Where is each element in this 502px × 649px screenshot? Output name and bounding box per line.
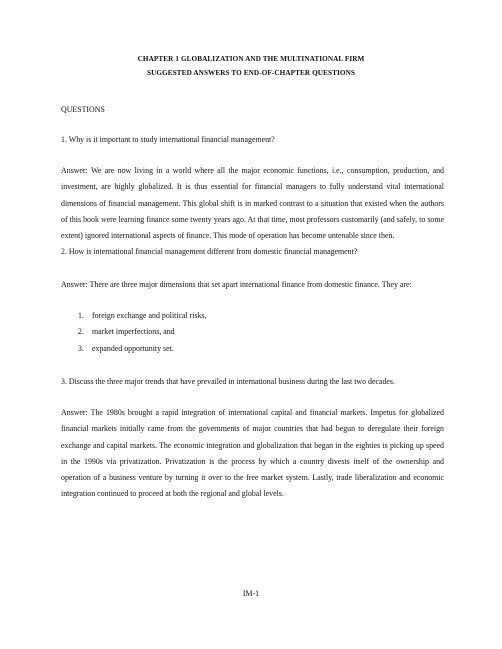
section-label: QUESTIONS — [61, 105, 105, 114]
chapter-title: CHAPTER 1 GLOBALIZATION AND THE MULTINATIONAL FIRM — [137, 55, 365, 63]
list-item-number: 1. — [78, 311, 84, 320]
question-3: 3. Discuss the three major trends that have prevailed in international business during the last two decades. — [61, 377, 395, 386]
list-item-number: 3. — [78, 343, 84, 353]
chapter-subtitle: SUGGESTED ANSWERS TO END-OF-CHAPTER QUESTIONS — [147, 69, 355, 77]
list-item-text: market imperfections, and — [92, 327, 175, 337]
answer-2: Answer: There are three major dimensions that set apart international finance from domestic finance. They are: — [61, 280, 412, 289]
list-item — [78, 308, 207, 324]
answer-3: Answer: The 1980s brought a rapid integration of international capital and financial markets. Impetus for globalized financial markets initially came from the governments of major countries that had begun to deregulate their foreign exchange and capital markets. The economic integration and globalization that began in the eighties is picking up speed in the 1990s via privatization. Privatization is the process by which a country divests itself of the ownership and operation of a business venture by turning it over to the free market system. Lastly, trade liberalization and economic integration continued to proceed at both the regional and global levels. — [61, 408, 444, 499]
question-1: 1. Why is it important to study international financial management? — [61, 135, 275, 144]
answer-2-list — [78, 308, 207, 357]
question-2: 2. How is international financial management different from domestic financial management? — [61, 247, 358, 256]
list-item-text: foreign exchange and political risks, — [92, 311, 207, 320]
answer-1: Answer: We are now living in a world where all the major economic functions, i.e., consumption, production, and investment, are highly globalized. It is thus essential for financial managers to fully understand vital international dimensions of financial management. This global shift is in marked contrast to a situation that existed when the authors of this book were learning finance some twenty years ago. At that time, most professors customarily (and safely, to some extent) ignored international aspects of finance. This mode of operation has become untenable since then. — [61, 166, 444, 241]
list-item — [78, 341, 207, 357]
list-item-text: expanded opportunity set. — [92, 343, 174, 353]
list-item-number: 2. — [78, 327, 84, 337]
list-item — [78, 324, 207, 340]
page-number: IM-1 — [242, 589, 260, 598]
